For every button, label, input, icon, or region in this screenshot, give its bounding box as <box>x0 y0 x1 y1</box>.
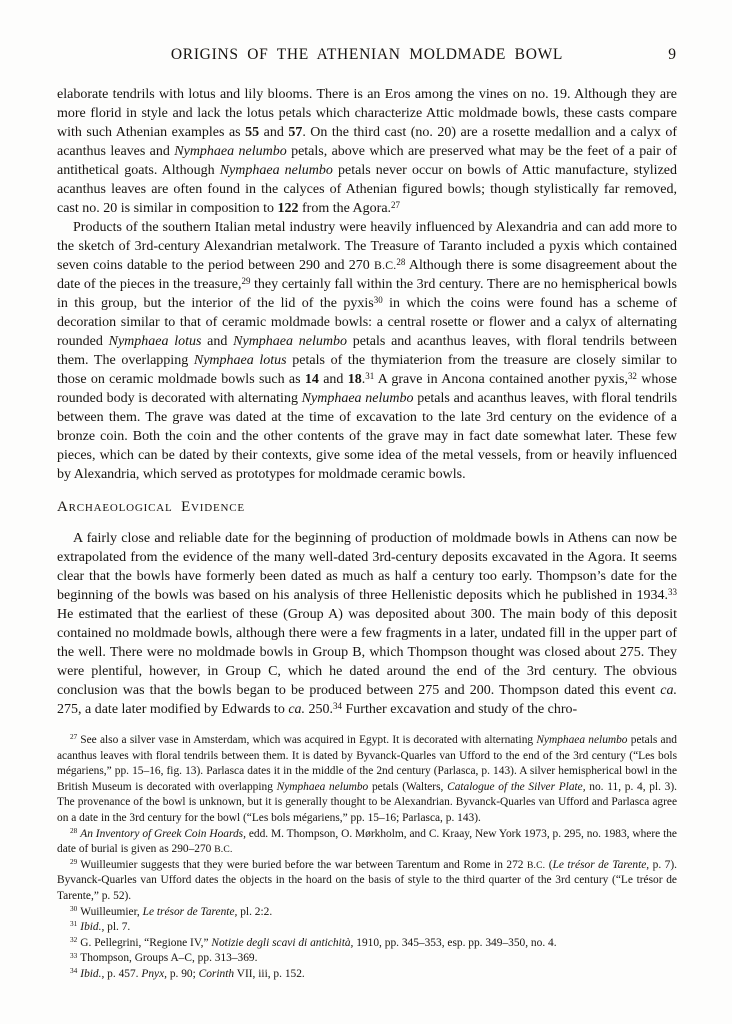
footnote <box>57 827 677 858</box>
footnote-text: Wuilleumier, Le trésor de Tarente, pl. 2:2. <box>80 905 273 918</box>
footnote-text: An Inventory of Greek Coin Hoards, edd. M. Thompson, O. Mørkholm, and C. Kraay, New York 1973, p. 295, no. 1983, where the date of burial is given as 290–270 B.C. <box>57 827 677 856</box>
footnote-number: 33 <box>70 951 78 960</box>
footnote-number: 28 <box>70 826 78 835</box>
body-text <box>57 85 677 719</box>
running-title: ORIGINS OF THE ATHENIAN MOLDMADE BOWL <box>170 46 564 63</box>
footnote <box>57 905 677 921</box>
footnote-text: Thompson, Groups A–C, pp. 313–369. <box>80 952 258 965</box>
footnote-text: Ibid., p. 457. Pnyx, p. 90; Corinth VII, iii, p. 152. <box>80 967 305 980</box>
footnote <box>57 733 677 827</box>
footnote <box>57 858 677 905</box>
footnote <box>57 951 677 967</box>
paragraph-dating-evidence: A fairly close and reliable date for the beginning of production of moldmade bowls in Athens can now be extrapolated from the evidence of the many well-dated 3rd-century deposits excavated in the Agora. It seems clear that the bowls have formerly been dated as much as half a century too early. Thompson’s date for the beginning of the bowls was based on his analysis of three Hellenistic deposits which he published in 1934.33 He estimated that the earliest of these (Group A) was deposited about 300. The main body of this deposit contained no moldmade bowls, although there were a few fragments in a later, undated fill in the upper part of the well. There were no moldmade bowls in Group B, which Thompson thought was closed about 275. They were plentiful, however, in Group C, which he dated around the end of the 3rd century. The obvious conclusion was that the bowls began to be produced between 275 and 200. Thompson dated this event ca. 275, a date later modified by Edwards to ca. 250.34 Further excavation and study of the chro- <box>57 531 677 717</box>
footnote-number: 31 <box>70 920 78 929</box>
section-heading: Archaeological Evidence <box>57 499 245 515</box>
footnote-text: Ibid., pl. 7. <box>80 921 131 934</box>
footnote <box>57 936 677 952</box>
paragraph-continuation: elaborate tendrils with lotus and lily blooms. There is an Eros among the vines on no. 19. Although they are more florid in style and lack the lotus petals which characterize Attic moldmade bowls, these casts compare with such Athenian examples as 55 and 57. On the third cast (no. 20) are a rosette medallion and a calyx of acanthus leaves and Nymphaea nelumbo petals, above which are preserved what may be the feet of a pair of antithetical goats. Although Nymphaea nelumbo petals never occur on bowls of Attic manufacture, stylized acanthus leaves are often found in the calyces of Athenian figured bowls; though stylistically far removed, cast no. 20 is similar in composition to 122 from the Agora.$^{27}$ <box>57 87 678 216</box>
page-header <box>57 46 677 66</box>
footnote <box>57 920 677 936</box>
paragraph-metal-industry: Products of the southern Italian metal industry were heavily influenced by Alexandria and can add more to the sketch of 3rd-century Alexandrian metalwork. The Treasure of Taranto included a pyxis which contained seven coins datable to the period between 290 and 270 B.C.$^{28}$ Although there is some disagreement about the date of the pieces in the treasure,$^{29}$ they certainly fall within the 3rd century. There are no hemispherical bowls in this group, but the interior of the lid of the pyxis$^{30}$ in which the coins were found has a scheme of decoration similar to that of ceramic moldmade bowls: a central rosette or flower and a calyx of alternating rounded Nymphaea lotus and Nymphaea nelumbo petals and acanthus leaves, with floral tendrils between them. The overlapping Nymphaea lotus petals of the thymiaterion from the treasure are closely similar to those on ceramic moldmade bowls such as 14 and 18.31 A grave in Ancona contained another pyxis,$^{32}$ whose rounded body is decorated with alternating Nymphaea nelumbo petals and acanthus leaves, with floral tendrils between them. The grave was dated at the time of excavation to the late 3rd century on the evidence of a bronze coin. Both the coin and the other contents of the grave may in fact date somewhat later. These few pieces, which can be dated by their contexts, give some idea of the metal vessels, from or heavily influenced by Alexandria, which served as prototypes for moldmade ceramic bowls. <box>57 220 678 482</box>
footnote-number: 30 <box>70 904 78 913</box>
footnote <box>57 967 677 983</box>
page-number: 9 <box>668 46 676 63</box>
footnote-number: 32 <box>70 936 78 945</box>
footnote-number: 29 <box>70 858 78 867</box>
footnote-text: Wuilleumier suggests that they were buried before the war between Tarentum and Rome in 272 B.C. (Le trésor de Tarente, p. 7). Byvanck-Quarles van Ufford dates the objects in the hoard on the basis of style to the third quarter of the 3rd century (“Le trésor de Tarente,” p. 52). <box>57 858 677 902</box>
footnote-number: 27 <box>70 733 78 742</box>
footnotes-section <box>57 733 677 983</box>
footnote-text: See also a silver vase in Amsterdam, which was acquired in Egypt. It is decorated with alternating Nymphaea nelumbo petals and acanthus leaves with floral tendrils between them. It is dated by Byvanck-Quarles van Ufford to the end of the 3rd century (“Les bols mégariens,” pp. 15–16, fig. 13). Parlasca dates it in the middle of the 2nd century (Parlasca, p. 143). A silver hemispherical bowl in the British Museum is decorated with overlapping Nymphaea nelumbo petals (Walters, Catalogue of the Silver Plate, no. 11, p. 4, pl. 3). The provenance of the bowl is unknown, but it is generally thought to be Alexandrian. Byvanck-Quarles van Ufford and Parlasca agree on a date in the 3rd century for the bowl (“Les bols mégariens,” pp. 15–16; Parlasca, p. 143). <box>57 734 677 824</box>
footnote-text: G. Pellegrini, “Regione IV,” Notizie degli scavi di antichità, 1910, pp. 345–353, esp. pp. 349–350, no. 4. <box>80 936 557 949</box>
text-block <box>57 46 677 983</box>
footnote-number: 34 <box>70 967 78 976</box>
